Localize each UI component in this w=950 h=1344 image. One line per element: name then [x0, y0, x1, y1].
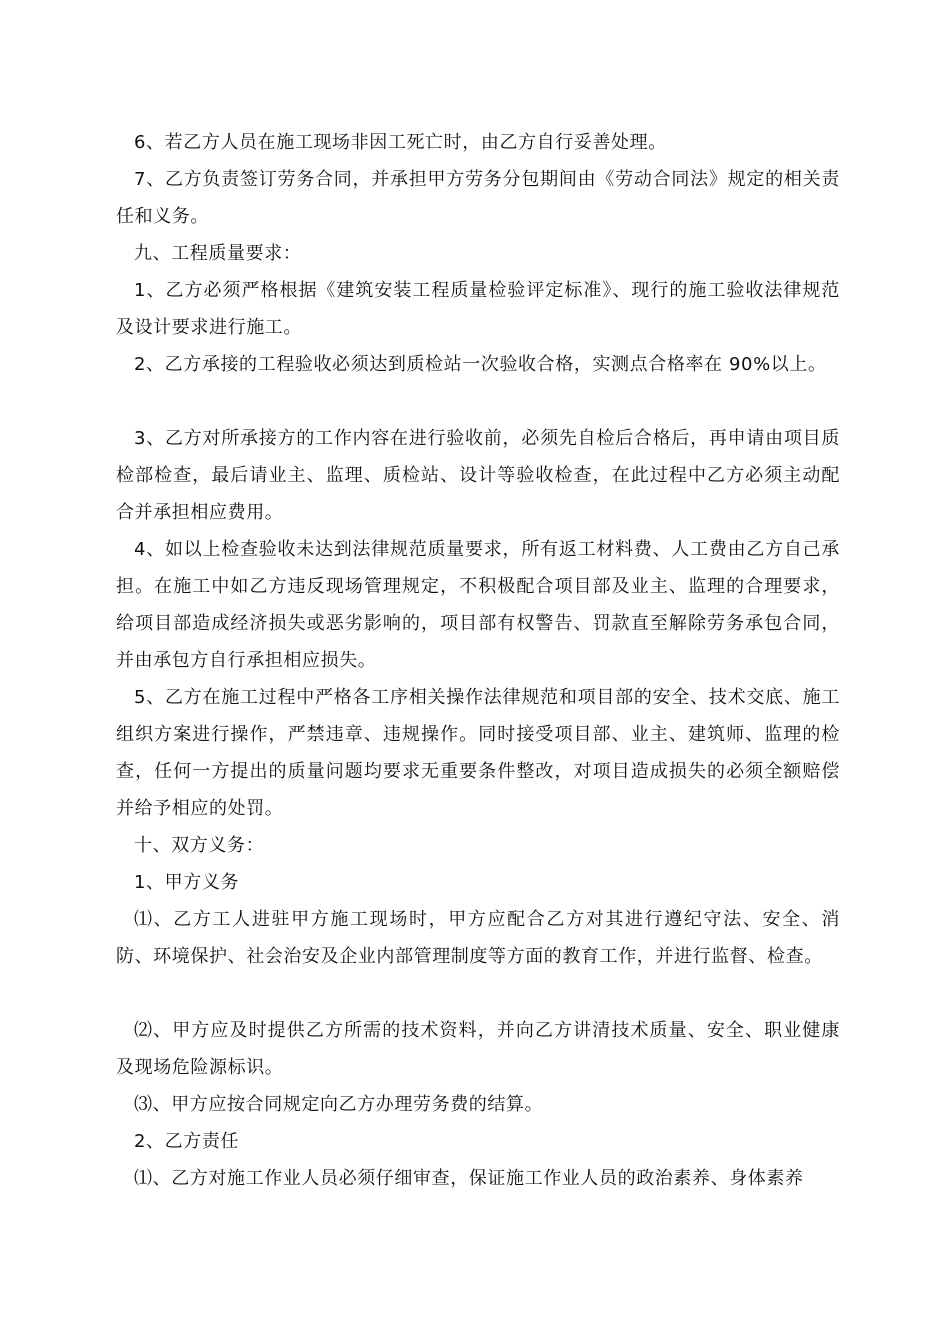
blank-line [116, 975, 840, 1012]
party-a-item-3: ⑶、甲方应按合同规定向乙方办理劳务费的结算。 [134, 1094, 544, 1115]
party-a-obligations-heading: 1、甲方义务 [134, 872, 240, 893]
blank-line [116, 383, 840, 420]
section-heading-obligations: 十、双方义务： [134, 835, 265, 856]
party-a-item-2: ⑵、甲方应及时提供乙方所需的技术资料，并向乙方讲清技术质量、安全、职业健康及现场危险源标识。 [116, 1020, 840, 1078]
party-a-item-1: ⑴、乙方工人进驻甲方施工现场时，甲方应配合乙方对其进行遵纪守法、安全、消防、环境保护、社会治安及企业内部管理制度等方面的教育工作，并进行监督、检查。 [116, 909, 840, 967]
party-b-responsibilities-heading: 2、乙方责任 [134, 1131, 240, 1152]
quality-clause-4: 4、如以上检查验收未达到法律规范质量要求，所有返工材料费、人工费由乙方自己承担。在施工中如乙方违反现场管理规定，不积极配合项目部及业主、监理的合理要求，给项目部造成经济损失或恶劣影响的，项目部有权警告、罚款直至解除劳务承包合同，并由承包方自行承担相应损失。 [116, 539, 840, 671]
quality-clause-5: 5、乙方在施工过程中严格各工序相关操作法律规范和项目部的安全、技术交底、施工组织方案进行操作，严禁违章、违规操作。同时接受项目部、业主、建筑师、监理的检查，任何一方提出的质量问题均要求无重要条件整改，对项目造成损失的必须全额赔偿并给予相应的处罚。 [116, 687, 840, 819]
quality-clause-2: 2、乙方承接的工程验收必须达到质检站一次验收合格，实测点合格率在 90%以上。 [134, 354, 827, 375]
clause-7: 7、乙方负责签订劳务合同，并承担甲方劳务分包期间由《劳动合同法》规定的相关责任和义务。 [116, 169, 840, 227]
clause-6: 6、若乙方人员在施工现场非因工死亡时，由乙方自行妥善处理。 [134, 132, 667, 153]
quality-clause-3: 3、乙方对所承接方的工作内容在进行验收前，必须先自检后合格后，再申请由项目质检部检查，最后请业主、监理、质检站、设计等验收检查，在此过程中乙方必须主动配合并承担相应费用。 [116, 428, 840, 523]
document-body [116, 124, 840, 1197]
party-b-item-1: ⑴、乙方对施工作业人员必须仔细审查，保证施工作业人员的政治素养、身体素养 [134, 1168, 804, 1189]
section-heading-quality: 九、工程质量要求： [134, 243, 302, 264]
quality-clause-1: 1、乙方必须严格根据《建筑安装工程质量检验评定标准》、现行的施工验收法律规范及设计要求进行施工。 [116, 280, 840, 338]
